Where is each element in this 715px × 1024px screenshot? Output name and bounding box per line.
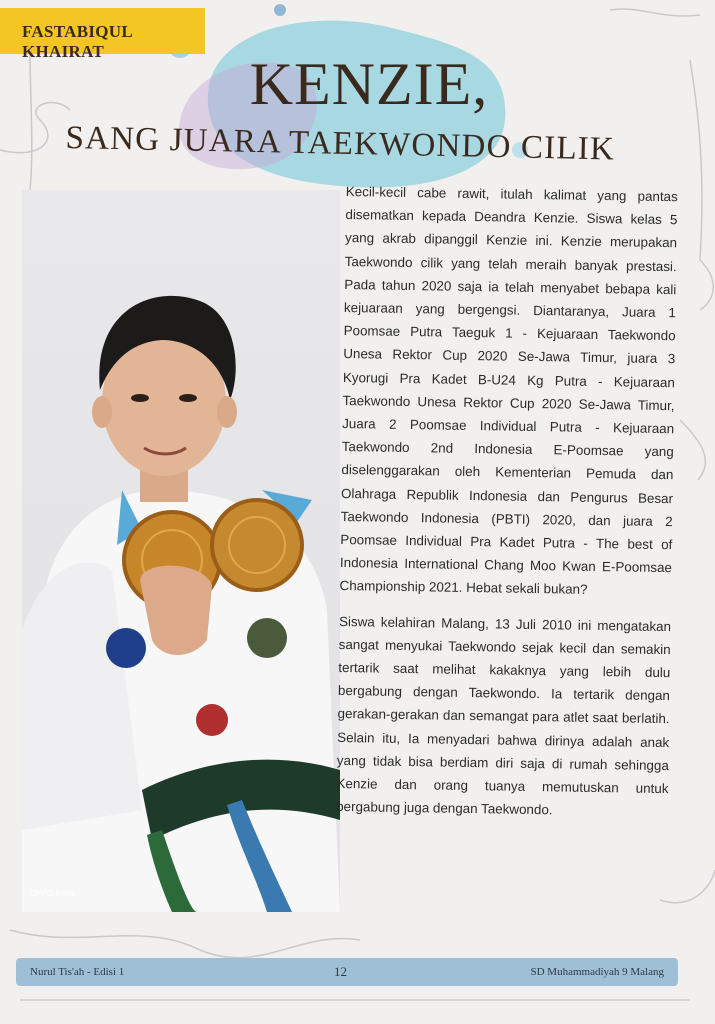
section-tag (0, 8, 205, 61)
photo-credit: OPPO Reno (30, 889, 75, 898)
article-subheadline: SANG JUARA TAEKWONDO CILIK (65, 119, 616, 168)
student-photo (22, 190, 340, 912)
footer-publication: Nurul Tis'ah - Edisi 1 (30, 966, 125, 978)
footer-school: SD Muhammadiyah 9 Malang (530, 966, 664, 978)
article-paragraph: Kecil-kecil cabe rawit, itulah kalimat yang pantas disematkan kepada Deandra Kenzie. Siswa kelas 5 yang akrab dipanggil Kenzie ini. Kenzie merupakan Taekwondo cilik yang telah meraih banyak prestasi. Pada tahun 2020 saja ia telah menyabet bebapa kali kejuaraan yang bergengsi. Diantaranya, Juara 1 Poomsae Putra Taeguk 1 - Kejuaraan Taekwondo Unesa Rektor Cup 2020 Se-Jawa Timur, juara 3 Kyorugi Pra Kadet B-U24 Kg Putra - Kejuaraan Taekwondo Unesa Rektor Cup 2020 Se-Jawa Timur, Juara 2 Poomsae Individual Putra - Kejuaraan Taekwondo 2nd Indonesia E-Poomsae yang diselenggarakan oleh Kementerian Pemuda dan Olahraga Republik Indonesia dan Pengurus Besar Taekwondo Indonesia (PBTI) 2020, dan juara 2 Poomsae Individual Pra Kadet Putra - The best of Indonesia International Chang Moo Kwan E-Poomsae Championship 2021. Hebat sekali bukan? (339, 183, 678, 598)
article-paragraph: Siswa kelahiran Malang, 13 Juli 2010 ini mengatakan sangat menyukai Taekwondo sejak kecil dan semakin tertarik saat melihat kakaknya yang lebih dulu bergabung dengan Taekwondo. Ia tertarik dengan gerakan-gerakan dan semangat para atlet saat berlatih. Selain itu, Ia menyadari bahwa dirinya adalah anak yang tidak bisa berdiam diri saja di rumah sehingga Kenzie dan orang tuanya memutuskan untuk bergabung juga dengan Taekwondo. (336, 613, 672, 818)
article-body (336, 180, 678, 836)
article-headline: KENZIE, (249, 51, 489, 117)
page-footer (16, 958, 678, 986)
footer-page-number: 12 (334, 964, 347, 979)
section-tag-label: FASTABIQUL KHAIRAT (22, 22, 133, 61)
